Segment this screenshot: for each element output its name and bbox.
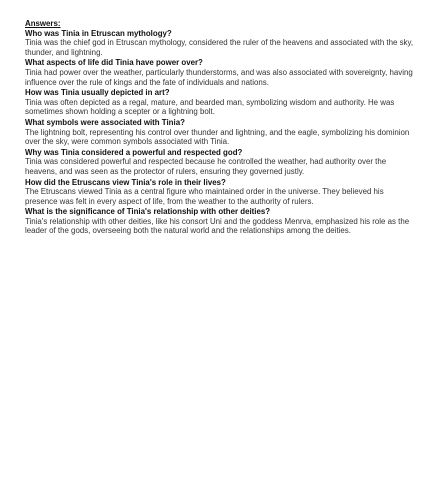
answer-text: Tinia was considered powerful and respected because he controlled the weather, had authority over the heavens, and was seen as the protector of rulers, ensuring they governed justly. <box>25 157 387 176</box>
qa-item <box>25 58 415 87</box>
question-text: Who was Tinia in Etruscan mythology? <box>25 28 172 38</box>
question-text: Why was Tinia considered a powerful and respected god? <box>25 147 243 157</box>
question-text: What symbols were associated with Tinia? <box>25 117 185 127</box>
answer-text: Tinia was the chief god in Etruscan mythology, considered the ruler of the heavens and associated with the sky, thunder, and lightning. <box>25 38 414 57</box>
question-text: How did the Etruscans view Tinia's role in their lives? <box>25 177 226 187</box>
qa-item <box>25 148 415 177</box>
answer-text: Tinia had power over the weather, particularly thunderstorms, and was also associated with sovereignty, having influence over the rule of kings and the fate of individuals and nations. <box>25 67 413 87</box>
answer-text: Tinia was often depicted as a regal, mature, and bearded man, symbolizing wisdom and authority. He was sometimes shown holding a scepter or a lightning bolt. <box>25 97 395 117</box>
answer-text: The lightning bolt, representing his control over thunder and lightning, and the eagle, symbolizing his dominion over the sky, were common symbols associated with Tinia. <box>25 127 410 147</box>
answers-document <box>25 19 415 237</box>
qa-item <box>25 88 415 117</box>
answer-text: The Etruscans viewed Tinia as a central figure who maintained order in the universe. They believed his presence was felt in every aspect of life, from the weather to the authority of rulers. <box>25 187 384 206</box>
question-text: What is the significance of Tinia's relationship with other deities? <box>25 207 271 217</box>
question-text: How was Tinia usually depicted in art? <box>25 88 170 98</box>
answers-heading: Answers: <box>25 19 61 28</box>
qa-item <box>25 29 415 58</box>
question-text: What aspects of life did Tinia have power over? <box>25 58 203 68</box>
answer-text: Tinia's relationship with other deities, like his consort Uni and the goddess Menrva, emphasized his role as the leader of the gods, overseeing both the natural world and the relationships among the deities. <box>25 216 410 236</box>
qa-item <box>25 178 415 207</box>
qa-item <box>25 207 415 236</box>
qa-item <box>25 118 415 147</box>
